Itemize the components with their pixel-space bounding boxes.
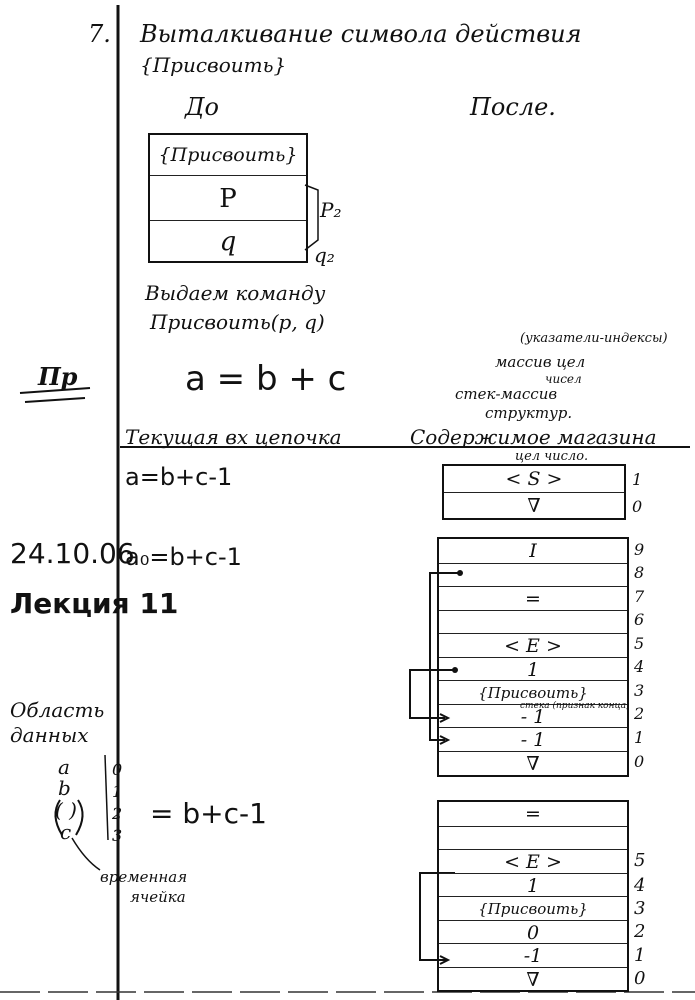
row2-stack-cell: < E > xyxy=(439,633,627,658)
before-stack-label: q₂ xyxy=(314,243,335,267)
row1-stack-cell: ∇ xyxy=(444,492,624,519)
data-area-expression: = b+c-1 xyxy=(150,797,267,830)
row3-stack-cell: < E > xyxy=(439,849,627,874)
example-label: Пр xyxy=(38,362,78,391)
row2-stack-cell xyxy=(439,563,627,587)
header-note: цел число. xyxy=(515,449,589,464)
row2-stack-cell: 1 xyxy=(439,657,627,681)
before-stack-cell: P xyxy=(150,175,306,221)
row3-stack-cell: 0 xyxy=(439,920,627,944)
row2-index: 9 xyxy=(634,540,645,559)
before-stack-cell: {Присвоить} xyxy=(158,144,298,166)
row2-index: 7 xyxy=(634,587,645,606)
data-area-title: данных xyxy=(10,723,89,747)
example-note: структур. xyxy=(485,404,573,422)
before-stack-cell: q xyxy=(150,220,306,262)
row3-stack-cell: 1 xyxy=(439,873,627,897)
data-area-item: ( ) xyxy=(55,798,77,822)
header-stack-contents: Содержимое магазина xyxy=(410,425,657,449)
row2-chain: a₀=b+c-1 xyxy=(125,543,242,571)
row2-index: 8 xyxy=(634,563,645,582)
lecture-number: Лекция 11 xyxy=(10,587,179,620)
row3-index: 1 xyxy=(634,945,646,966)
row1-index: 1 xyxy=(632,470,643,489)
before-label: До xyxy=(185,93,219,121)
section-number: 7. xyxy=(88,20,111,48)
row2-stack xyxy=(437,537,629,777)
row3-index: 3 xyxy=(634,898,646,919)
data-area-index: 2 xyxy=(112,804,123,823)
section-subtitle: {Присвоить} xyxy=(140,53,287,77)
example-expression: a = b + c xyxy=(185,359,347,399)
row3-stack-cell: ∇ xyxy=(439,967,627,991)
lecture-date: 24.10.06 xyxy=(10,537,135,570)
row3-index: 5 xyxy=(634,850,646,871)
row2-index: 2 xyxy=(634,704,645,723)
row2-index: 0 xyxy=(634,752,645,771)
row2-stack-cell: ∇ xyxy=(439,751,627,776)
data-area-title: Область xyxy=(10,698,105,722)
row2-index: 4 xyxy=(634,657,645,676)
row1-stack xyxy=(442,464,626,520)
row2-index: 5 xyxy=(634,634,645,653)
row1-chain: a=b+c-1 xyxy=(125,463,233,491)
row2-stack-cell xyxy=(439,610,627,634)
row3-index: 2 xyxy=(634,921,646,942)
row2-index: 1 xyxy=(634,728,645,747)
before-stack-label: P₂ xyxy=(320,198,342,222)
temp-cell-label: ячейка xyxy=(130,888,186,906)
after-label: После. xyxy=(470,93,556,121)
section-title: Выталкивание символа действия xyxy=(140,20,582,48)
row2-stack-cell: = xyxy=(439,586,627,611)
data-area-index: 1 xyxy=(112,782,123,801)
example-note: стек-массив xyxy=(455,385,558,403)
command-line: Выдаем команду xyxy=(145,281,326,305)
row2-index: 3 xyxy=(634,681,645,700)
example-note: чисел xyxy=(545,372,582,386)
data-area-index: 3 xyxy=(112,826,123,845)
row3-stack-cell: -1 xyxy=(439,943,627,968)
command-call: Присвоить(p, q) xyxy=(150,310,325,334)
data-area-item: c xyxy=(60,820,72,844)
example-note: массив цел xyxy=(495,353,586,371)
row1-stack-cell: < S > xyxy=(505,468,563,490)
row3-index: 0 xyxy=(634,968,646,989)
row1-index: 0 xyxy=(632,497,643,516)
row3-index: 4 xyxy=(634,875,646,896)
example-note: (указатели-индексы) xyxy=(520,331,668,346)
row2-index: 6 xyxy=(634,610,645,629)
data-area-item: a xyxy=(58,755,70,779)
data-area-index: 0 xyxy=(112,760,123,779)
before-stack xyxy=(148,133,308,263)
row3-stack xyxy=(437,800,629,992)
header-input-chain: Текущая вх цепочка xyxy=(125,425,342,449)
row3-stack-cell xyxy=(439,826,627,850)
row3-stack-cell: = xyxy=(525,803,541,825)
row2-stack-cell: - 1 xyxy=(439,704,627,728)
row2-stack-cell: I xyxy=(529,540,537,562)
data-area-item: b xyxy=(58,776,71,800)
row2-stack-cell: {Присвоить} xyxy=(439,680,627,705)
row2-stack-cell: - 1 xyxy=(439,727,627,752)
row3-stack-cell: {Присвоить} xyxy=(439,896,627,921)
temp-cell-label: временная xyxy=(100,868,188,886)
row2-stack-note: стека (признак конца) xyxy=(520,701,630,711)
